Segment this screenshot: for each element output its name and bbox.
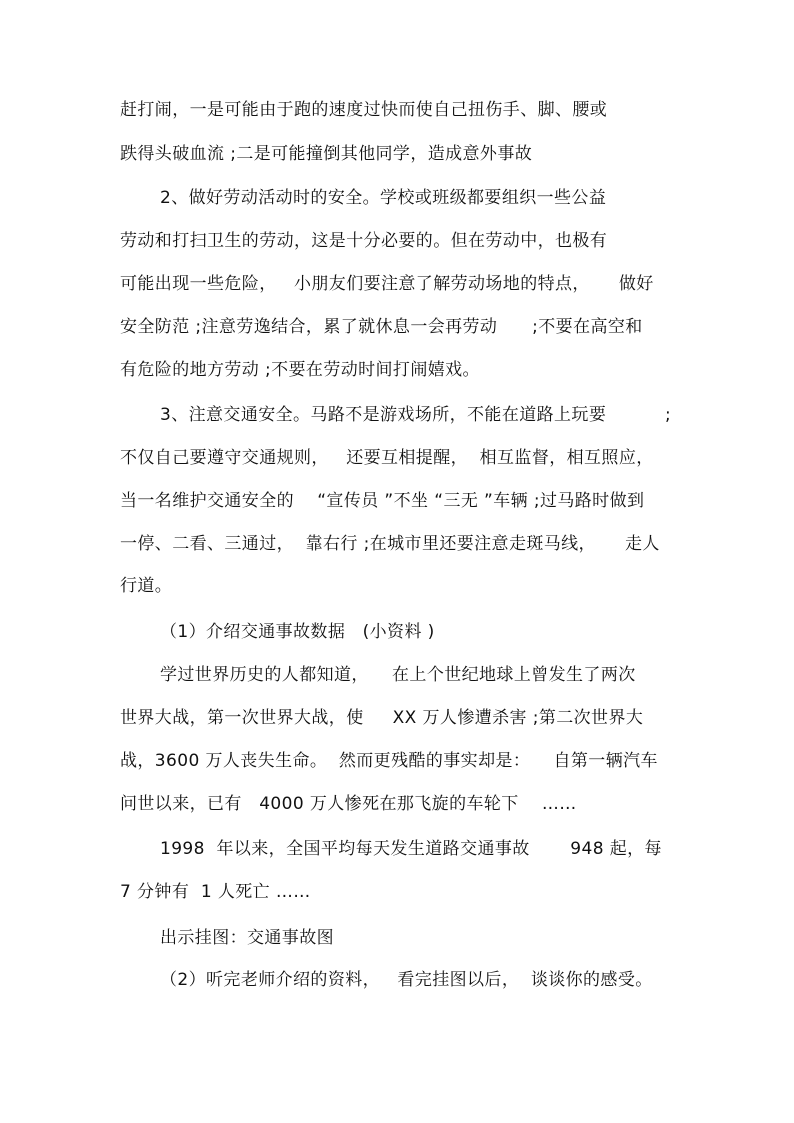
paragraph-line: 劳动和打扫卫生的劳动，这是十分必要的。但在劳动中，也极有 [120,231,608,251]
paragraph-line: 可能出现一些危险， 小朋友们要注意了解劳动场地的特点， 做好 [120,274,654,294]
paragraph-line: 赶打闹，一是可能由于跑的速度过快而使自己扭伤手、脚、腰或 [120,100,608,120]
paragraph-line: 一停、二看、三通过， 靠右行 ;在城市里还要注意走斑马线， 走人 [120,534,660,554]
paragraph-line: 出示挂图：交通事故图 [160,928,334,948]
paragraph-line: 3、注意交通安全。马路不是游戏场所，不能在道路上玩要 [160,405,607,425]
paragraph-line: 2、做好劳动活动时的安全。学校或班级都要组织一些公益 [160,188,607,208]
trailing-semicolon: ; [665,405,671,425]
paragraph-line: 学过世界历史的人都知道， 在上个世纪地球上曾发生了两次 [160,665,636,685]
paragraph-line: 战，3600 万人丧失生命。 然而更残酷的事实却是： 自第一辆汽车 [120,751,658,771]
paragraph-line: 安全防范 ;注意劳逸结合，累了就休息一会再劳动 ;不要在高空和 [120,317,643,337]
paragraph-line: 问世以来，已有 4000 万人惨死在那飞旋的车轮下 …… [120,794,577,814]
paragraph-line: 有危险的地方劳动 ;不要在劳动时间打闹嬉戏。 [120,360,480,380]
paragraph-line: 7 分钟有 1 人死亡 …… [120,882,311,902]
paragraph-line: 1998 年以来，全国平均每天发生道路交通事故 948 起，每 [160,839,662,859]
paragraph-line: 当一名维护交通安全的 “宣传员 ”不坐 “三无 ”车辆 ;过马路时做到 [120,491,645,511]
subheading: （1）介绍交通事故数据 (小资料 ) [160,622,435,642]
subheading: （2）听完老师介绍的资料， 看完挂图以后， 谈谈你的感受。 [160,970,653,990]
paragraph-line: 跌得头破血流 ;二是可能撞倒其他同学，造成意外事故 [120,144,533,164]
paragraph-line: 世界大战，第一次世界大战，使 XX 万人惨遭杀害 ;第二次世界大 [120,708,644,728]
paragraph-line: 行道。 [120,576,173,596]
paragraph-line: 不仅自己要遵守交通规则， 还要互相提醒， 相互监督，相互照应， [120,448,654,468]
